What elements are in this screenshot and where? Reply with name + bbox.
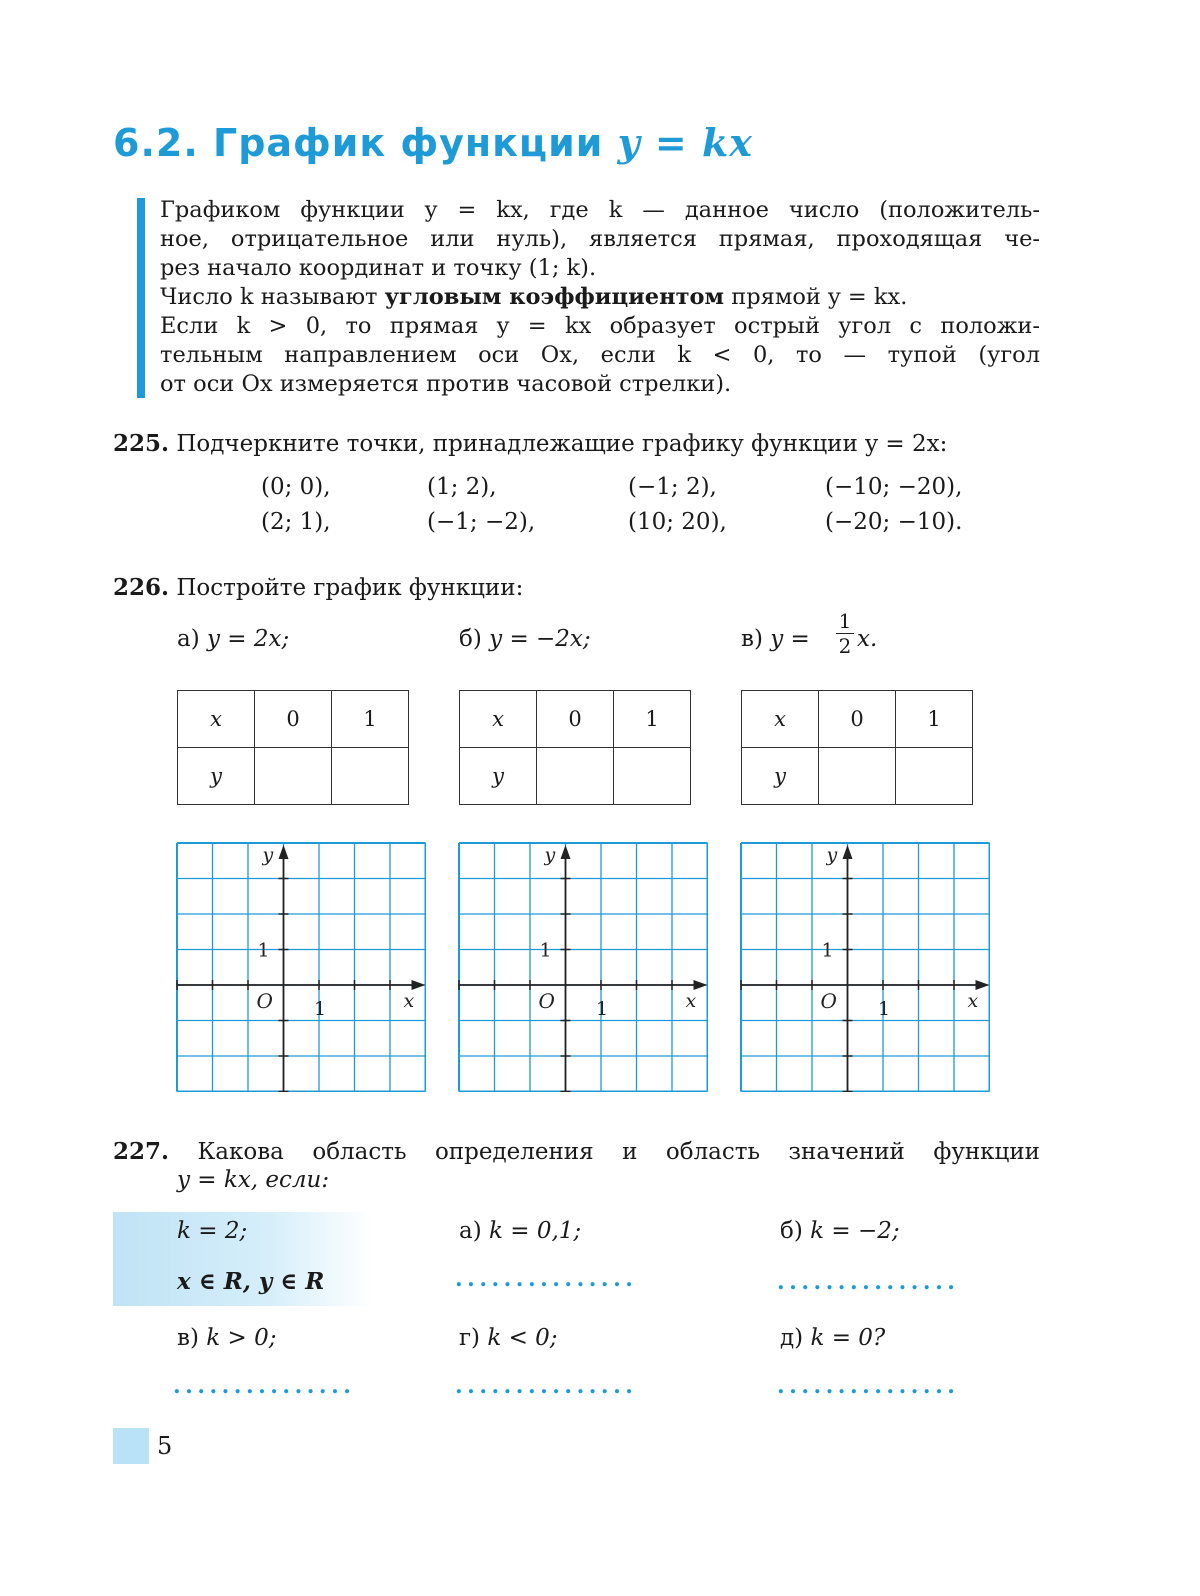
x-unit-label: 1 [596,998,609,1020]
x-axis-arrow-icon [694,980,708,990]
exercise-number: 225. [113,430,170,457]
table-cell: x [178,691,255,748]
coordinate-grid[interactable] [176,842,426,1092]
fraction-denominator: 2 [838,634,852,658]
item-label: б) [780,1218,803,1244]
rule-line: Если k > 0, то прямая y = kx образует острый угол с положи- [160,313,1040,339]
answer-line[interactable]: ............... [455,1266,638,1292]
item-condition: k = 0? [810,1325,886,1351]
page-number-box [113,1428,149,1464]
point: (0; 0), [261,474,331,500]
y-unit-label: 1 [539,939,552,962]
table-cell: y [742,748,819,805]
y-unit-label: 1 [257,939,270,962]
y-axis-arrow-icon [561,845,571,859]
table-cell: 1 [896,691,973,748]
y-axis-arrow-icon [843,845,853,859]
exercise-227 [113,1138,1040,1165]
item-label: а) [177,626,200,652]
exercise-227-line1 [113,1138,1040,1165]
coordinate-grid[interactable] [740,842,990,1092]
table-cell-answer[interactable] [614,748,691,805]
exercise-text: Какова область определения и область значений функции [197,1139,1041,1165]
y-axis-label: y [544,844,556,866]
term-bold: угловым коэффициентом [384,284,725,310]
exercise-text: Подчеркните точки, принадлежащие графику функции y = 2x: [176,431,948,457]
item-d [780,1325,885,1351]
x-unit-label: 1 [314,998,327,1020]
origin-label: O [256,989,273,1013]
answer-line[interactable]: ............... [777,1373,960,1399]
point: (1; 2), [427,474,497,500]
point: (10; 20), [628,509,727,535]
section-title-formula: y = kx [617,120,753,165]
page-number: 5 [157,1432,173,1460]
rule-line: Графиком функции y = kx, где k — данное число (положитель- [160,197,1040,223]
point: (−20; −10). [825,509,963,535]
point: (−1; 2), [628,474,717,500]
function-c [741,626,810,652]
x-axis-arrow-icon [976,980,990,990]
example-condition: k = 2; [177,1218,248,1244]
y-axis-label: y [826,844,838,866]
exercise-225 [113,430,947,457]
table-cell: y [178,748,255,805]
rule-line: от оси Ox измеряется против часовой стрелки). [160,371,732,397]
answer-line[interactable]: ............... [455,1373,638,1399]
value-table [459,690,691,805]
table-cell: 1 [332,691,409,748]
x-axis-label: x [967,990,979,1012]
table-cell-answer[interactable] [819,748,896,805]
rule-line-term: Число k называют угловым коэффициентом прямой y = kx. [160,284,908,310]
value-table [177,690,409,805]
answer-line[interactable]: ............... [777,1269,960,1295]
x-unit-label: 1 [878,998,891,1020]
section-title [113,120,753,165]
origin-label: O [820,989,837,1013]
fraction-numerator: 1 [838,609,852,633]
rule-accent-bar [137,198,145,398]
table-cell: x [460,691,537,748]
point: (2; 1), [261,509,331,535]
section-title-text: График функции [213,121,604,165]
origin-label: O [538,989,555,1013]
item-condition: k = 0,1; [489,1218,582,1244]
coordinate-grid[interactable] [458,842,708,1092]
item-condition: k = −2; [810,1218,900,1244]
table-cell: 0 [255,691,332,748]
table-cell: 0 [537,691,614,748]
rule-text [160,196,1040,399]
function-a [177,626,289,652]
x-axis-label: x [685,990,697,1012]
y-axis-label: y [262,844,274,866]
table-cell-answer[interactable] [255,748,332,805]
example-answer: x ∈ R, y ∈ R [177,1268,325,1295]
item-condition: k < 0; [487,1325,558,1351]
table-cell: 0 [819,691,896,748]
exercise-text: Постройте график функции: [176,575,524,601]
exercise-number: 226. [113,574,170,601]
table-cell: x [742,691,819,748]
table-cell-answer[interactable] [537,748,614,805]
rule-line: тельным направлением оси Ox, если k < 0, то — тупой (угол [160,342,1040,368]
table-cell-answer[interactable] [896,748,973,805]
item-label: в) [741,626,763,652]
formula: y = [770,626,810,652]
exercise-number: 227. [113,1138,170,1165]
item-label: в) [177,1325,199,1351]
table-cell: y [460,748,537,805]
item-b [780,1218,900,1244]
x-axis-arrow-icon [412,980,426,990]
item-label: г) [459,1325,481,1351]
exercise-text: y = kx, если: [177,1167,330,1193]
exercise-226 [113,574,523,601]
rule-line: рез начало координат и точку (1; k). [160,255,597,281]
item-g [459,1325,558,1351]
formula: y = −2x; [489,626,591,652]
section-number: 6.2. [113,121,199,165]
x-axis-label: x [403,990,415,1012]
item-label: а) [459,1218,482,1244]
answer-line[interactable]: ............... [173,1373,356,1399]
item-a [459,1218,581,1244]
formula: x. [857,626,878,652]
rule-line: ное, отрицательное или нуль), является прямая, проходящая че- [160,226,1040,252]
point: (−1; −2), [427,509,536,535]
item-v [177,1325,276,1351]
item-label: б) [459,626,482,652]
y-axis-arrow-icon [279,845,289,859]
y-unit-label: 1 [821,939,834,962]
table-cell-answer[interactable] [332,748,409,805]
function-b [459,626,591,652]
point: (−10; −20), [825,474,963,500]
item-condition: k > 0; [206,1325,277,1351]
fraction [836,610,854,657]
formula: y = 2x; [207,626,290,652]
table-cell: 1 [614,691,691,748]
item-label: д) [780,1325,804,1351]
value-table [741,690,973,805]
